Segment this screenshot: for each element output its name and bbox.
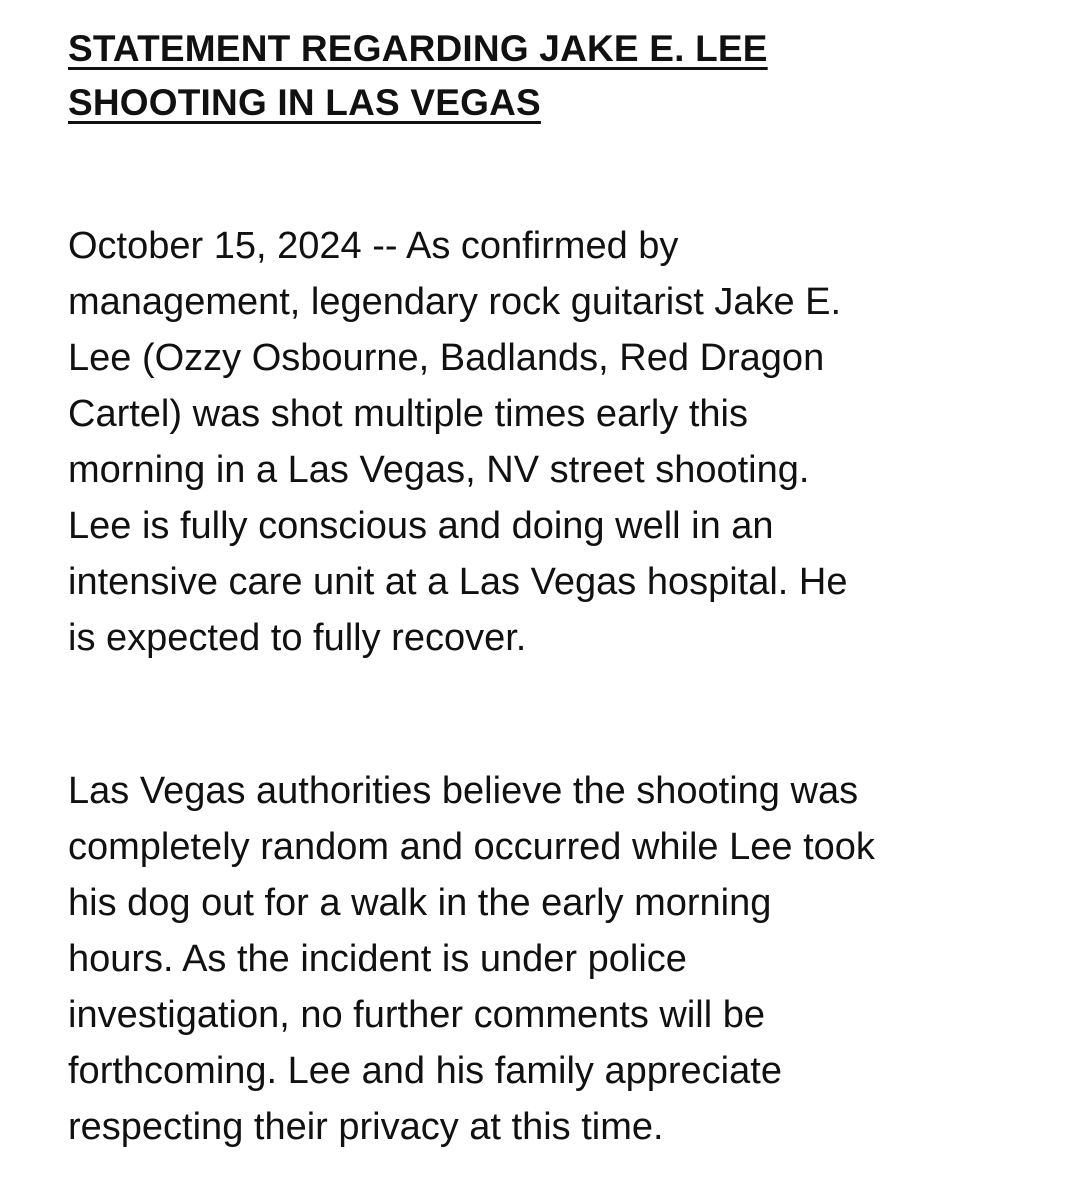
paragraph-line: respecting their privacy at this time.	[68, 1106, 664, 1148]
paragraph-line: October 15, 2024 -- As confirmed by	[68, 225, 679, 267]
paragraph-line: Lee is fully conscious and doing well in an	[68, 505, 774, 547]
paragraph-line: intensive care unit at a Las Vegas hospital. He	[68, 561, 848, 603]
statement-paragraph-1	[68, 218, 847, 666]
paragraph-line: Lee (Ozzy Osbourne, Badlands, Red Dragon	[68, 337, 825, 379]
paragraph-line: hours. As the incident is under police	[68, 938, 687, 980]
statement-paragraph-2	[68, 763, 875, 1155]
paragraph-line: morning in a Las Vegas, NV street shooting.	[68, 449, 810, 491]
paragraph-line: investigation, no further comments will be	[68, 994, 765, 1036]
statement-title	[68, 22, 1058, 130]
paragraph-line: is expected to fully recover.	[68, 617, 527, 659]
title-line: SHOOTING IN LAS VEGAS	[68, 82, 541, 123]
paragraph-line: Cartel) was shot multiple times early this	[68, 393, 748, 435]
paragraph-line: Las Vegas authorities believe the shooting was	[68, 770, 859, 812]
title-line: STATEMENT REGARDING JAKE E. LEE	[68, 28, 768, 69]
paragraph-line: his dog out for a walk in the early morning	[68, 882, 772, 924]
press-statement	[68, 22, 1058, 1148]
paragraph-line: forthcoming. Lee and his family appreciate	[68, 1050, 782, 1092]
paragraph-line: completely random and occurred while Lee took	[68, 826, 875, 868]
paragraph-line: management, legendary rock guitarist Jake E.	[68, 281, 842, 323]
